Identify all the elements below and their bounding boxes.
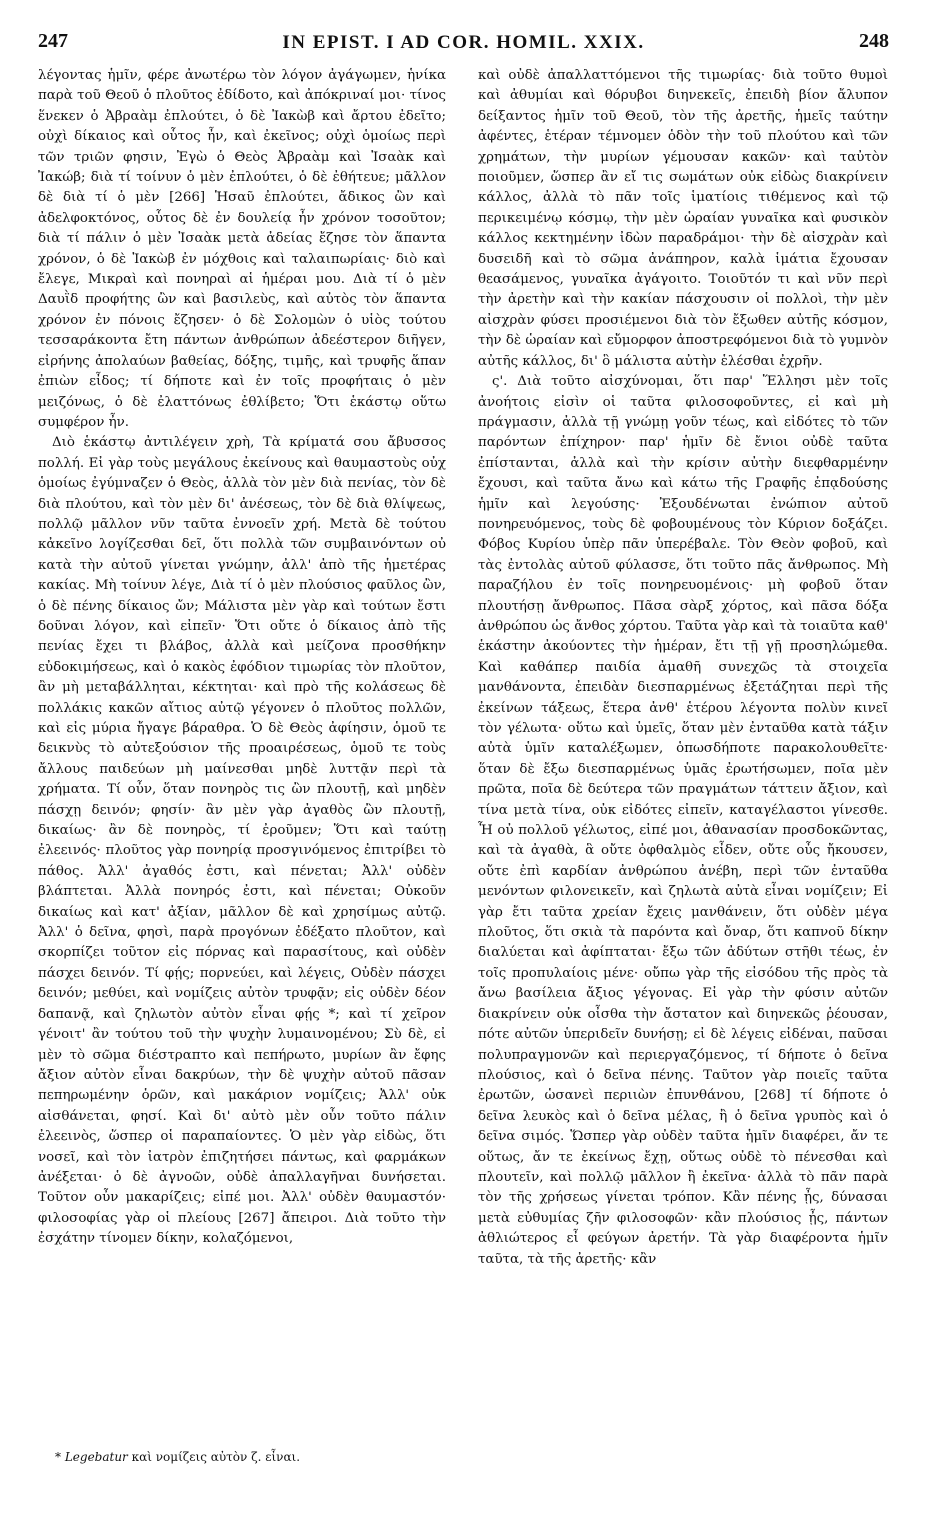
left-column [38,66,446,1250]
footnote-mark: * Legebatur [55,1450,128,1464]
page-number-right: 248 [859,30,889,52]
footnote [55,1450,300,1464]
left-paragraph-1: λέγοντας ἡμῖν, φέρε ἀνωτέρω τὸν λόγον ἀγάγωμεν, ἡνίκα παρὰ τοῦ Θεοῦ ὁ πλοῦτος ἐδίδοτο, καὶ ἀπόκριναί μοι· τίνος ἕνεκεν ὁ Ἀβραὰμ ἐπλούτει, ὁ δὲ Ἰακὼβ καὶ ἄρτου ἐδεῖτο; οὐχὶ δίκαιος καὶ οὗτος ἦν, καὶ ἐκεῖνος; οὐχὶ ὁμοίως περὶ τῶν τριῶν φησιν, Ἐγὼ ὁ Θεὸς Ἀβραὰμ καὶ Ἰσαὰκ καὶ Ἰακώβ; διὰ τί τοίνυν ὁ μὲν ἐπλούτει, ὁ δὲ ἐθήτευε; μᾶλλον δὲ διὰ τί ὁ μὲν [266] Ἡσαῦ ἐπλούτει, ἄδικος ὢν καὶ ἀδελφοκτόνος, οὗτος δὲ ἐν δουλείᾳ ἦν χρόνον τοσοῦτον; διὰ τί πάλιν ὁ μὲν Ἰσαὰκ μετὰ ἀδείας ἔζησε τὸν ἅπαντα χρόνον, ὁ δὲ Ἰακὼβ ἐν μόχθοις καὶ ταλαιπωρίαις· διὸ καὶ ἔλεγε, Μικραὶ καὶ πονηραὶ αἱ ἡμέραι μου. Διὰ τί ὁ μὲν Δαυῒδ προφήτης ὢν καὶ βασιλεὺς, καὶ αὐτὸς τὸν ἅπαντα χρόνον ἐν πόνοις ἔζησεν· ὁ δὲ Σολομὼν ὁ υἱὸς τούτου τεσσαράκοντα ἔτη πάντων ἀνθρώπων ἀδεέστερον διῆγεν, εἰρήνης ἀπολαύων βαθείας, δόξης, τιμῆς, καὶ τρυφῆς ἅπαν ἐπιὼν εἶδος; τί δήποτε καὶ ἐν τοῖς προφήταις ὁ μὲν μειζόνως, ὁ δὲ ἐλαττόνως ἐθλίβετο; Ὅτι ἑκάστῳ οὕτω συμφέρον ἦν. [38,68,446,430]
page-number-left: 247 [38,30,68,52]
right-paragraph-1: καὶ οὐδὲ ἀπαλλαττόμενοι τῆς τιμωρίας· διὰ τοῦτο θυμοὶ καὶ ἀθυμίαι καὶ θόρυβοι διηνεκεῖς, ἐπειδὴ βίον ἄλυπον δείξαντος ἡμῖν τοῦ Θεοῦ, τὸν τῆς ἀρετῆς, ἡμεῖς ταύτην ἀφέντες, ἑτέραν τέμνομεν ὁδὸν τὴν τοῦ πλούτου καὶ τῶν χρημάτων, τὴν μυρίων γέμουσαν κακῶν· καὶ ταὐτὸν ποιοῦμεν, ὥσπερ ἂν εἴ τις σωμάτων οὐκ εἰδὼς διακρίνειν κάλλος, ἀλλὰ τὸ πᾶν τοῖς ἱματίοις τιθέμενος καὶ τῷ περικειμένῳ κόσμῳ, τὴν μὲν ὡραίαν γυναῖκα καὶ φυσικὸν κάλλος κεκτημένην ἰδὼν παραδράμοι· τὴν δὲ αἰσχρὰν καὶ δυσειδῆ καὶ τὸ σῶμα ἀνάπηρον, καλὰ ἱμάτια ἔχουσαν θεασάμενος, γυναῖκα ἀγάγοιτο. Τοιοῦτόν τι καὶ νῦν περὶ τὴν ἀρετὴν καὶ τὴν κακίαν πάσχουσιν οἱ πολλοὶ, τὴν μὲν αἰσχρὰν φύσει προσιέμενοι διὰ τὸν ἔξωθεν αὐτῆς κόσμον, τὴν δὲ ὡραίαν καὶ εὔμορφον ἀποστρεφόμενοι διὰ τὸ γυμνὸν αὐτῆς κάλλος, δι' ὃ μάλιστα αὐτὴν ἑλέσθαι ἐχρῆν. [478,68,888,369]
page-header [38,30,889,58]
footnote-text: καὶ νομίζεις αὐτὸν ζ. εἶναι. [131,1450,301,1464]
right-column [478,66,888,1270]
right-paragraph-2: ς'. Διὰ τοῦτο αἰσχύνομαι, ὅτι παρ' Ἕλλησι μὲν τοῖς ἀνοήτοις εἰσὶν οἱ ταῦτα φιλοσοφοῦντες, εἰ καὶ μὴ πράγμασιν, ἀλλὰ τῇ γνώμῃ γοῦν τέως, καὶ εἰδότες τὸ τῶν παρόντων ἐπίχηρον· παρ' ἡμῖν δὲ ἔνιοι οὐδὲ ταῦτα ἐπίστανται, ἀλλὰ καὶ τὴν κρίσιν αὐτὴν διεφθαρμένην ἔχουσι, καὶ ταῦτα ἄνω καὶ κάτω τῆς Γραφῆς ἐπᾳδούσης ἡμῖν καὶ λεγούσης· Ἐξουδένωται ἐνώπιον αὐτοῦ πονηρευόμενος, τοὺς δὲ φοβουμένους τὸν Κύριον δοξάζει. Φόβος Κυρίου ὑπὲρ πᾶν ὑπερέβαλε. Τὸν Θεὸν φοβοῦ, καὶ τὰς ἐντολὰς αὐτοῦ φύλασσε, ὅτι τοῦτο πᾶς ἄνθρωπος. Μὴ παραζήλου ἐν τοῖς πονηρευομένοις· μὴ φοβοῦ ὅταν πλουτήσῃ ἄνθρωπος. Πᾶσα σὰρξ χόρτος, καὶ πᾶσα δόξα ἀνθρώπου ὡς ἄνθος χόρτου. Ταῦτα γὰρ καὶ τὰ τοιαῦτα καθ' ἑκάστην ἀκούοντες τὴν ἡμέραν, ἔτι τῇ γῇ προσηλώμεθα. Καὶ καθάπερ παιδία ἀμαθῆ συνεχῶς τὰ στοιχεῖα μανθάνοντα, ἐπειδὰν διεσπαρμένως ἐξετάζηται περὶ τῆς ἐκείνων τάξεως, ἕτερα ἀνθ' ἑτέρου λέγοντα πολὺν κινεῖ τὸν γέλωτα· οὕτω καὶ ὑμεῖς, ὅταν μὲν ἐνταῦθα κατὰ τάξιν αὐτὰ ὑμῖν καταλέξωμεν, ὁπωσδήποτε παρακολουθεῖτε· ὅταν δὲ ἔξω διεσπαρμένως ὑμᾶς ἐρωτήσωμεν, ποῖα μὲν πρῶτα, ποῖα δὲ δεύτερα τῶν πραγμάτων τάττειν ἄξιον, καὶ τίνα μετὰ τίνα, οὐκ εἰδότες εἰπεῖν, καταγέλαστοι γίνεσθε. Ἦ οὐ πολλοῦ γέλωτος, εἰπέ μοι, ἀθανασίαν προσδοκῶντας, καὶ τὰ ἀγαθὰ, ἃ οὔτε ὀφθαλμὸς εἶδεν, οὔτε οὖς ἤκουσεν, οὔτε ἐπὶ καρδίαν ἀνθρώπου ἀνέβη, περὶ τῶν ἐνταῦθα μενόντων φιλονεικεῖν, καὶ ζηλωτὰ αὐτὰ εἶναι νομίζειν; Εἰ γὰρ ἔτι ταῦτα χρείαν ἔχεις μανθάνειν, ὅτι οὐδὲν μέγα πλοῦτος, ὅτι σκιὰ τὰ παρόντα καὶ ὄναρ, ὅτι καπνοῦ δίκην διαλύεται καὶ ἀφίπταται· ἔξω τῶν ἀδύτων στῆθι τέως, ἐν τοῖς προπυλαίοις μένε· οὔπω γὰρ τῆς εἰσόδου τῆς πρὸς τὰ ἄνω βασίλεια ἄξιος γέγονας. Εἰ γὰρ τὴν φύσιν αὐτῶν διακρίνειν οὐκ οἶσθα τὴν ἄστατον καὶ διηνεκῶς ῥέουσαν, πότε αὐτῶν ὑπεριδεῖν δυνήσῃ; εἰ δὲ λέγεις εἰδέναι, παῦσαι πολυπραγμονῶν καὶ περιεργαζόμενος, τί δήποτε ὁ δεῖνα πλούσιος, καὶ ὁ δεῖνα πένης. Ταῦτον γὰρ ποιεῖς ταῦτα ἐρωτῶν, ὡσανεὶ περιιὼν ἐπυνθάνου, [268] τί δήποτε ὁ δεῖνα λευκὸς καὶ ὁ δεῖνα μέλας, ἢ ὁ δεῖνα γρυπὸς καὶ ὁ δεῖνα σιμός. Ὥσπερ γὰρ οὐδὲν ταῦτα ἡμῖν διαφέρει, ἄν τε οὕτως, ἄν τε ἐκείνως ἔχῃ, οὕτως οὐδὲ τὸ πένεσθαι καὶ πλουτεῖν, καὶ πολλῷ μᾶλλον ἢ ἐκεῖνα· ἀλλὰ τὸ πᾶν παρὰ τὸν τῆς χρήσεως γίνεται τρόπον. Κἂν πένης ᾖς, δύνασαι μετὰ εὐθυμίας ζῆν φιλοσοφῶν· κἂν πλούσιος ᾖς, πάντων ἀθλιώτερος εἶ φεύγων ἀρετήν. Τὰ γὰρ διαφέροντα ἡμῖν ταῦτα, τὰ τῆς ἀρετῆς· κἂν [478,374,888,1267]
running-head: IN EPIST. I AD COR. HOMIL. XXIX. [282,32,645,53]
left-paragraph-2: Διὸ ἑκάστῳ ἀντιλέγειν χρὴ, Τὰ κρίματά σου ἄβυσσος πολλή. Εἰ γὰρ τοὺς μεγάλους ἐκείνους καὶ θαυμαστοὺς οὐχ ὁμοίως ἐγύμναζεν ὁ Θεὸς, ἀλλὰ τὸν μὲν διὰ πενίας, τὸν δὲ διὰ πλούτου, καὶ τὸν μὲν δι' ἀνέσεως, τὸν δὲ διὰ θλίψεως, πολλῷ μᾶλλον νῦν ταῦτα ἐννοεῖν χρή. Μετὰ δὲ τούτου κἀκεῖνο λογίζεσθαι δεῖ, ὅτι πολλὰ τῶν συμβαινόντων οὐ κατὰ τὴν αὐτοῦ γίνεται γνώμην, ἀλλ' ἀπὸ τῆς ἡμετέρας κακίας. Μὴ τοίνυν λέγε, Διὰ τί ὁ μὲν πλούσιος φαῦλος ὢν, ὁ δὲ πένης δίκαιος ὤν; Μάλιστα μὲν γὰρ καὶ τούτων ἔστι δοῦναι λόγον, καὶ εἰπεῖν· Ὅτι οὔτε ὁ δίκαιος ἀπὸ τῆς πενίας ἔχει τι βλάβος, ἀλλὰ καὶ μείζονα προσθήκην εὐδοκιμήσεως, καὶ ὁ κακὸς ἐφόδιον τιμωρίας τὸν πλοῦτον, ἂν μὴ μεταβάλληται, κέκτηται· καὶ πρὸ τῆς κολάσεως δὲ πολλάκις κακῶν αἴτιος αὐτῷ γέγονεν ὁ πλοῦτος πολλῶν, καὶ εἰς μύρια ἤγαγε βάραθρα. Ὁ δὲ Θεὸς ἀφίησιν, ὁμοῦ τε δεικνὺς τὸ αὐτεξούσιον τῆς προαιρέσεως, ὁμοῦ τε τοὺς ἄλλους παιδεύων μὴ μαίνεσθαι μηδὲ λυττᾷν περὶ τὰ χρήματα. Τί οὖν, ὅταν πονηρὸς τις ὢν πλουτῇ, καὶ μηδὲν πάσχῃ δεινόν; φησίν· ἂν μὲν γὰρ ἀγαθὸς ὢν πλουτῇ, δικαίως· ἂν δὲ πονηρὸς, τί ἐροῦμεν; Ὅτι καὶ ταύτῃ ἐλεεινός· πλοῦτος γὰρ πονηρίᾳ προσγινόμενος ἐπιτρίβει τὸ πάθος. Ἀλλ' ἀγαθός ἐστι, καὶ πένεται; Ἀλλ' οὐδὲν βλάπτεται. Ἀλλὰ πονηρός ἐστι, καὶ πένεται; Οὐκοῦν δικαίως καὶ κατ' ἀξίαν, μᾶλλον δὲ καὶ χρησίμως αὐτῷ. Ἀλλ' ὁ δεῖνα, φησὶ, παρὰ προγόνων ἐδέξατο πλοῦτον, καὶ σκορπίζει τοῦτον εἰς πόρνας καὶ παρασίτους, καὶ οὐδὲν πάσχει δεινόν. Τί φῄς; πορνεύει, καὶ λέγεις, Οὐδὲν πάσχει δεινόν; μεθύει, καὶ νομίζεις αὐτὸν τρυφᾷν; εἰς οὐδὲν δέον δαπανᾷ, καὶ ζηλωτὸν αὐτὸν εἶναι φῄς *; καὶ τί χεῖρον γένοιτ' ἂν τούτου τοῦ τὴν ψυχὴν λυμαινομένου; Σὺ δὲ, εἰ μὲν τὸ σῶμα διέστραπτο καὶ πεπήρωτο, μυρίων ἂν ἔφης ἄξιον αὐτὸν εἶναι δακρύων, τὴν δὲ ψυχὴν αὐτοῦ πᾶσαν πεπηρωμένην ὁρῶν, καὶ μακάριον νομίζεις; Ἀλλ' οὐκ αἰσθάνεται, φησί. Καὶ δι' αὐτὸ μὲν οὖν τοῦτο πάλιν ἐλεεινὸς, ὥσπερ οἱ παραπαίοντες. Ὁ μὲν γὰρ εἰδὼς, ὅτι νοσεῖ, καὶ τὸν ἰατρὸν ἐπιζητήσει πάντως, καὶ φαρμάκων ἀνέξεται· ὁ δὲ ἀγνοῶν, οὐδὲ ἀπαλλαγῆναι δυνήσεται. Τοῦτον οὖν μακαρίζεις; εἰπέ μοι. Ἀλλ' οὐδὲν θαυμαστόν· φιλοσοφίας γὰρ οἱ πλείους [267] ἄπειροι. Διὰ τοῦτο τὴν ἐσχάτην τίνομεν δίκην, κολαζόμενοι, [38,435,446,1247]
